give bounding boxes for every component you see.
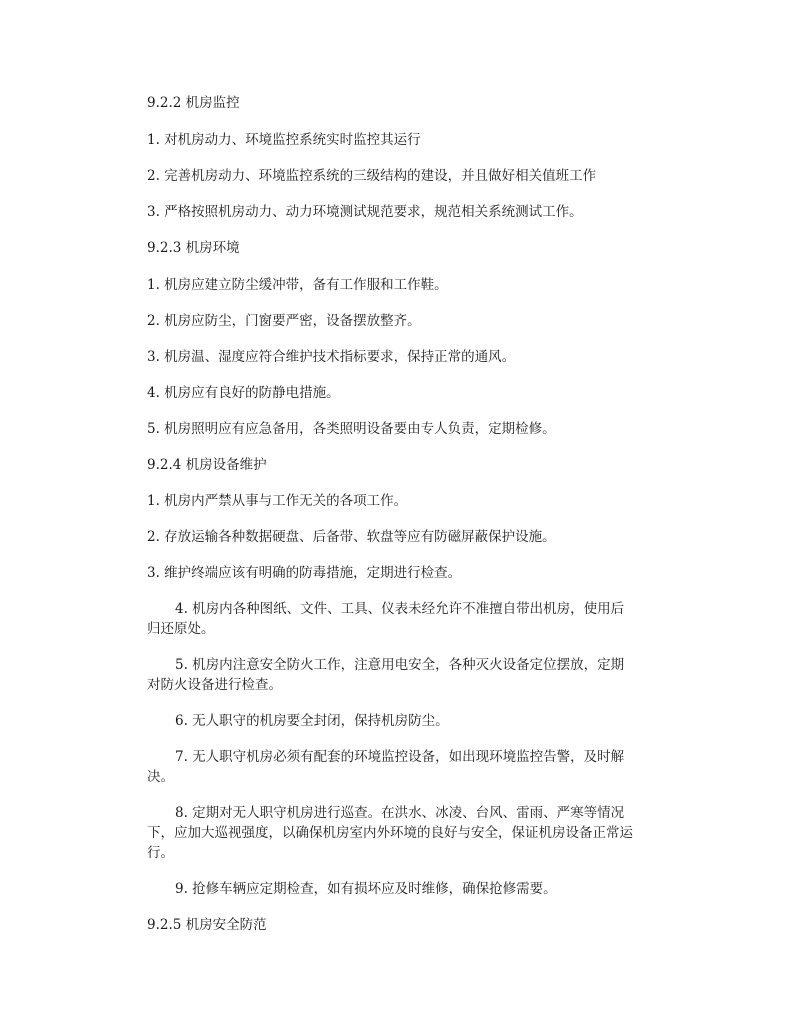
list-item: 7. 无人职守机房必须有配套的环境监控设备，如出现环境监控告警，及时解 (175, 749, 625, 765)
list-item: 2. 机房应防尘，门窗要严密，设备摆放整齐。 (147, 313, 421, 329)
list-item: 5. 机房内注意安全防火工作，注意用电安全，各种灭火设备定位摆放，定期 (175, 657, 625, 673)
list-item: 3. 严格按照机房动力、动力环境测试规范要求，规范相关系统测试工作。 (147, 204, 583, 220)
list-item-continuation: 决。 (147, 769, 174, 785)
list-item-continuation: 归还原处。 (147, 621, 215, 637)
list-item: 5. 机房照明应有应急备用，各类照明设备要由专人负责，定期检修。 (147, 421, 556, 437)
list-item: 8. 定期对无人职守机房进行巡查。在洪水、冰凌、台风、雷雨、严寒等情况 (175, 805, 625, 821)
list-item: 2. 完善机房动力、环境监控系统的三级结构的建设，并且做好相关值班工作 (147, 168, 597, 184)
list-item: 6. 无人职守的机房要全封闭，保持机房防尘。 (175, 713, 449, 729)
list-item: 1. 对机房动力、环境监控系统实时监控其运行 (147, 132, 421, 148)
list-item: 3. 维护终端应该有明确的防毒措施，定期进行检查。 (147, 565, 462, 581)
section-heading-9-2-2: 9.2.2 机房监控 (147, 95, 240, 111)
list-item-continuation: 对防火设备进行检查。 (147, 677, 282, 693)
list-item: 1. 机房应建立防尘缓冲带，备有工作服和工作鞋。 (147, 277, 448, 293)
list-item: 9. 抢修车辆应定期检查，如有损坏应及时维修，确保抢修需要。 (175, 881, 557, 897)
list-item: 3. 机房温、湿度应符合维护技术指标要求，保持正常的通风。 (147, 349, 516, 365)
list-item-continuation: 行。 (147, 845, 174, 861)
list-item: 4. 机房内各种图纸、文件、工具、仪表未经允许不准擅自带出机房，使用后 (175, 601, 625, 617)
section-heading-9-2-4: 9.2.4 机房设备维护 (147, 457, 267, 473)
section-heading-9-2-3: 9.2.3 机房环境 (147, 240, 240, 256)
list-item: 4. 机房应有良好的防静电措施。 (147, 385, 340, 401)
section-heading-9-2-5: 9.2.5 机房安全防范 (147, 917, 267, 933)
list-item: 1. 机房内严禁从事与工作无关的各项工作。 (147, 493, 408, 509)
list-item: 2. 存放运输各种数据硬盘、后备带、软盘等应有防磁屏蔽保护设施。 (147, 529, 556, 545)
list-item-continuation: 下，应加大巡视强度，以确保机房室内外环境的良好与安全，保证机房设备正常运 (147, 825, 633, 841)
